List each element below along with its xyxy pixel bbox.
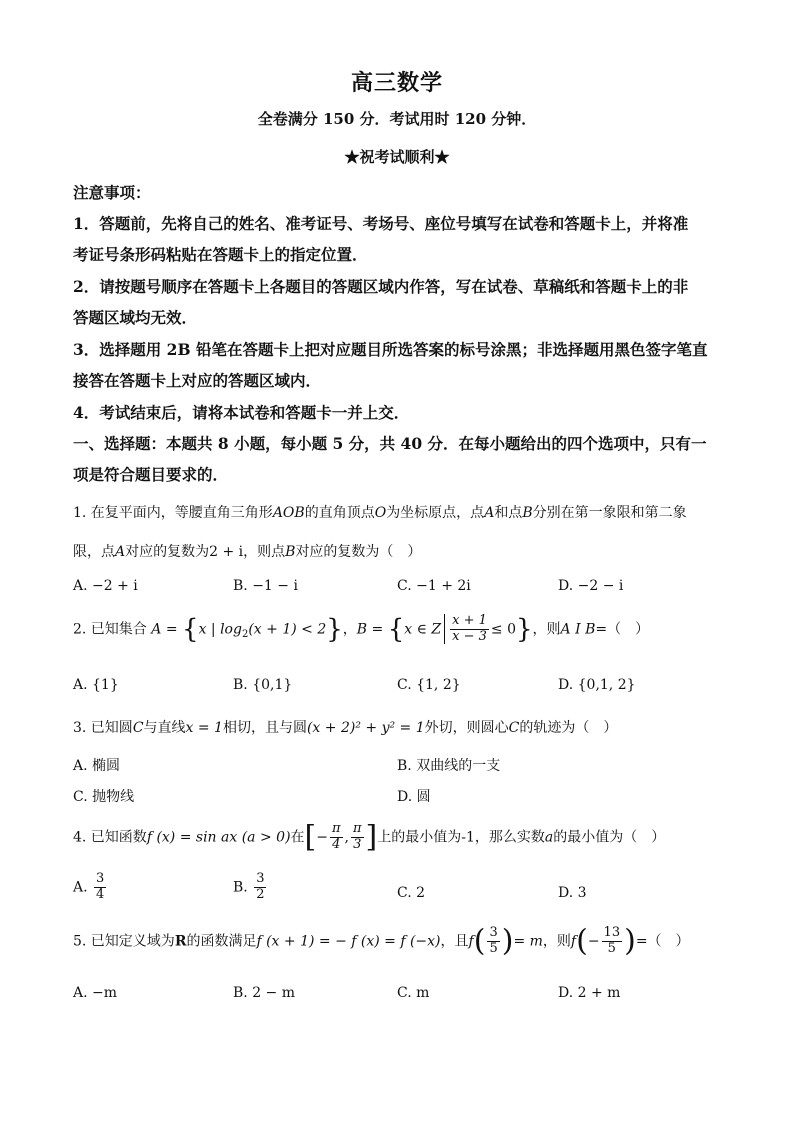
q5-real-set: R [174,933,187,950]
q2-set-b-label: B = [356,621,388,638]
q4-option-b[interactable] [233,872,268,903]
q2-text: 2. 已知集合 [73,621,147,638]
q1-complex: 2 + i [209,544,244,560]
q4-option-b-den: 2 [256,886,265,902]
q1-option-b[interactable]: B. −1 − i [233,578,298,594]
q2-option-b[interactable]: B. {0,1} [233,677,293,693]
q3-option-b[interactable]: B. 双曲线的一支 [397,758,501,774]
section-1-line-2: 项是符合题目要求的． [73,465,229,484]
right-bracket-icon: ] [365,819,378,855]
q1-option-a[interactable]: A. −2 + i [73,578,138,594]
q4-text: 4. 已知函数 [73,829,147,846]
q4-option-a[interactable] [73,872,108,903]
q4-right-fraction [351,822,364,853]
q5-f1-den: 5 [489,940,498,956]
q4-left-num: π [331,821,341,836]
q2-text: =（ ） [595,621,650,638]
q5-f: f [570,933,577,950]
q3-option-d[interactable]: D. 圆 [397,789,431,805]
q3-option-c[interactable]: C. 抛物线 [73,789,135,805]
q1-point-a: A [115,544,126,560]
q2-log-base: 2 [241,629,249,641]
q2-text: ，则 [532,621,561,638]
q2-fraction [450,614,489,645]
q1-text: ，则点 [243,544,286,560]
q4-text: 上的最小值为-1，那么实数 [377,829,545,846]
notes-item-2-line-1: 2．请按题号顺序在答题卡上各题目的答题区域内作答，写在试卷、草稿纸和答题卡上的非 [73,277,689,296]
q3-circle-c: C [508,720,520,736]
q4-right-den: 3 [353,836,362,852]
q1-stem-line-1 [73,502,687,522]
q3-text: 相切，且与圆 [222,720,307,736]
left-brace-icon: { [387,614,405,645]
notes-item-3-line-2: 接答在答题卡上对应的答题区域内． [73,371,322,390]
q4-option-d[interactable]: D. 3 [558,885,587,901]
q5-text: =（ ） [635,933,690,950]
q2-set-a-body: x | log [198,621,242,638]
q1-stem-line-2 [73,541,421,561]
q1-triangle: AOB [272,505,305,521]
q4-right-num: π [352,821,362,836]
q4-option-a-fraction [94,872,106,903]
q3-circle-equation: (x + 2)² + y² = 1 [306,720,425,736]
left-bracket-icon: [ [304,819,317,855]
blessing: ★祝考试顺利★ [344,148,450,166]
q3-stem [73,717,617,737]
q5-text: ，则 [542,933,571,950]
q1-point-b: B [522,505,533,521]
q5-text: 的函数满足 [186,933,257,950]
section-1-line-1: 一、选择题：本题共 8 小题，每小题 5 分，共 40 分．在每小题给出的四个选项中，只有一 [73,434,707,453]
q5-f: f [468,933,474,950]
right-paren-icon: ) [501,923,514,959]
q2-set-b-body: x ∈ Z [404,621,442,638]
q2-option-a[interactable]: A. {1} [73,677,119,693]
q1-text: 分别在第一象限和第二象 [532,505,687,521]
notes-item-3-line-1: 3．选择题用 2B 铅笔在答题卡上把对应题目所选答案的标号涂黑；非选择题用黑色签字笔直 [73,340,708,359]
q4-function: f (x) = sin ax (a > 0) [146,829,291,846]
q5-f2-num: 13 [603,925,621,940]
q5-equals-m: = m [513,933,543,950]
set-divider [444,614,445,644]
q4-option-b-fraction [254,872,266,903]
q5-option-b[interactable]: B. 2 − m [233,985,296,1001]
q5-text: ，且 [440,933,469,950]
q5-fraction-1 [487,926,499,957]
left-brace-icon: { [182,614,199,645]
q2-stem [73,614,649,645]
q2-expression: A I B [560,621,596,638]
notes-item-2-line-2: 答题区域均无效． [73,308,198,327]
q5-text: 5. 已知定义域为 [73,933,175,950]
q2-fraction-num: x + 1 [452,613,487,628]
q2-set-a-label: A = [151,621,183,638]
q2-option-d[interactable]: D. {0,1, 2} [558,677,636,693]
q3-text: 与直线 [143,720,186,736]
q2-set-b-condition: ≤ 0 [490,621,516,638]
q4-variable-a: a [544,829,554,846]
notes-item-1-line-1: 1．答题前，先将自己的姓名、准考证号、考场号、座位号填写在试卷和答题卡上，并将准 [73,214,689,233]
q2-option-c[interactable]: C. {1, 2} [397,677,461,693]
q3-text: 的轨迹为（ ） [519,720,618,736]
q1-text: 限，点 [73,544,115,560]
q1-text: 的直角顶点 [304,505,375,521]
q4-left-fraction [330,822,343,853]
q4-option-b-label: B. [233,879,248,896]
q1-option-c[interactable]: C. −1 + 2i [397,578,471,594]
q5-f2-den: 5 [607,940,616,956]
q1-point-b: B [285,544,296,560]
notes-item-1-line-2: 考证号条形码粘贴在答题卡上的指定位置． [73,245,368,264]
q5-functional-equation: f (x + 1) = − f (x) = f (−x) [256,933,441,950]
right-brace-icon: } [516,614,533,645]
q4-option-a-num: 3 [96,871,105,886]
right-brace-icon: } [326,614,343,645]
q3-circle-c: C [132,720,144,736]
q5-fraction-2 [602,926,623,957]
q4-text: 的最小值为（ ） [553,829,666,846]
q4-option-c[interactable]: C. 2 [397,885,426,901]
q3-option-a[interactable]: A. 椭圆 [73,758,121,774]
q4-text: 在 [290,829,305,846]
q5-option-c[interactable]: C. m [397,985,430,1001]
q1-text: 对应的复数为 [125,544,210,560]
left-paren-icon: ( [576,923,588,959]
q4-option-b-num: 3 [256,871,265,886]
q1-point-a: A [484,505,495,521]
q1-text: 和点 [494,505,523,521]
q5-stem: 5. 已知定义域为R的函数满足f (x + 1) = − f (x) = f (−x)，且f( $\frac{3}{5}$ )= m，则f(− $\frac{13}{5}$ )=（ ） [73,923,690,959]
notes-item-4: 4．考试结束后，请将本试卷和答题卡一并上交． [73,403,410,422]
q4-stem: 4. 已知函数f (x) = sin ax (a > 0)在[− $\frac{\pi}{4}$ , $\frac{\pi}{3}$ ]上的最小值为-1，那么实数a的最小值为（ ） [73,819,666,855]
q5-option-d[interactable]: D. 2 + m [558,985,621,1001]
left-paren-icon: ( [473,923,486,959]
page-title: 高三数学 [350,70,443,96]
q4-left-den: 4 [332,836,341,852]
q1-text: 为坐标原点，点 [386,505,485,521]
q5-f1-num: 3 [489,925,498,940]
q1-point-o: O [374,505,387,521]
score-info: 全卷满分 150 分．考试用时 120 分钟． [257,110,537,128]
q2-fraction-den: x − 3 [452,628,487,644]
q3-text: 外切，则圆心 [424,720,509,736]
q2-text: ， [342,621,357,638]
q3-text: 3. 已知圆 [73,720,133,736]
q4-option-a-den: 4 [96,886,105,902]
q2-set-a-condition: (x + 1) < 2 [248,621,327,638]
q1-option-d[interactable]: D. −2 − i [558,578,624,594]
q4-option-a-label: A. [73,879,88,896]
q1-text: 对应的复数为（ ） [295,544,422,560]
q3-line-equation: x = 1 [185,720,223,736]
notes-heading: 注意事项： [73,183,151,202]
right-paren-icon: ) [624,923,636,959]
q5-option-a[interactable]: A. −m [73,985,118,1001]
q1-text: 1. 在复平面内，等腰直角三角形 [73,505,273,521]
